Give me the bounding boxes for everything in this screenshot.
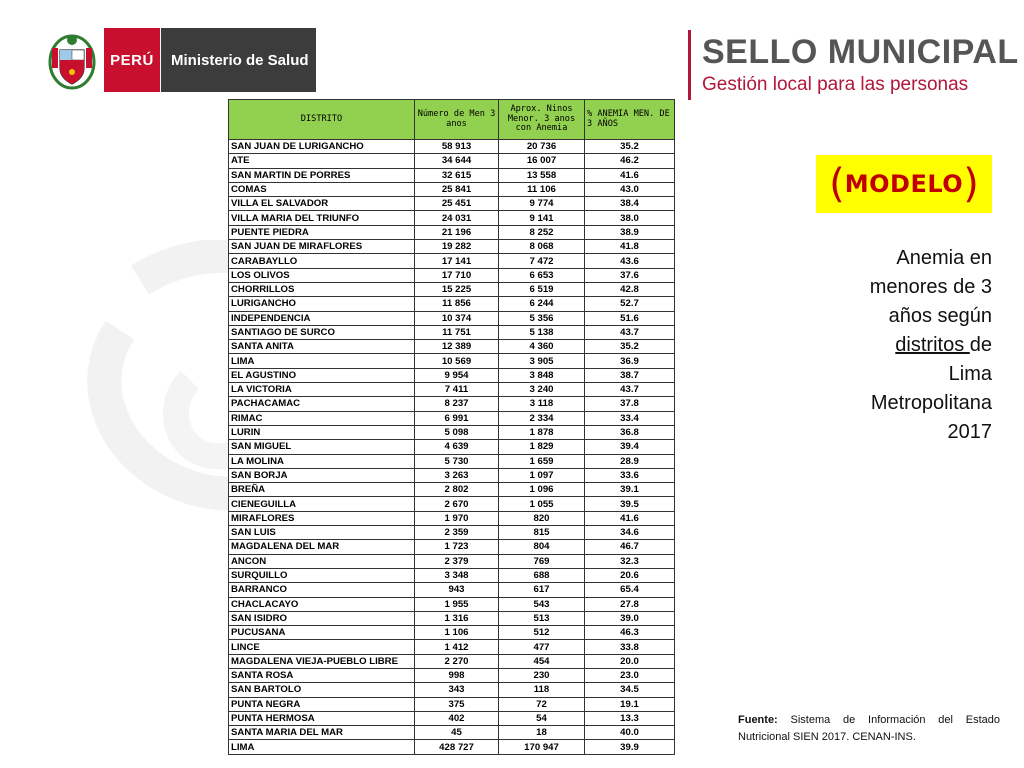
cell-numero: 25 841 [415,182,499,196]
cell-numero: 4 639 [415,440,499,454]
cell-anemia: 688 [499,568,585,582]
cell-anemia: 3 118 [499,397,585,411]
cell-distrito: CIENEGUILLA [229,497,415,511]
cell-porcentaje: 40.0 [585,726,675,740]
cell-distrito: SAN LUIS [229,526,415,540]
cell-distrito: LOS OLIVOS [229,268,415,282]
cell-numero: 1 970 [415,511,499,525]
cell-porcentaje: 13.3 [585,711,675,725]
cell-numero: 1 412 [415,640,499,654]
cell-distrito: VILLA EL SALVADOR [229,197,415,211]
cell-numero: 24 031 [415,211,499,225]
cell-distrito: LA MOLINA [229,454,415,468]
table-row [229,597,675,611]
cell-porcentaje: 38.4 [585,197,675,211]
cell-anemia: 5 356 [499,311,585,325]
cell-anemia: 1 096 [499,483,585,497]
cell-distrito: SAN BARTOLO [229,683,415,697]
cell-distrito: LURIGANCHO [229,297,415,311]
cell-distrito: CHACLACAYO [229,597,415,611]
cell-distrito: CHORRILLOS [229,282,415,296]
cell-numero: 10 569 [415,354,499,368]
cell-porcentaje: 38.7 [585,368,675,382]
cell-distrito: LURIN [229,425,415,439]
table-row [229,154,675,168]
cell-numero: 45 [415,726,499,740]
cell-anemia: 769 [499,554,585,568]
peru-coat-of-arms-icon [46,28,98,92]
desc-line: 2017 [947,421,992,443]
cell-anemia: 804 [499,540,585,554]
source-label: Fuente: [738,714,778,726]
cell-porcentaje: 27.8 [585,597,675,611]
cell-anemia: 7 472 [499,254,585,268]
cell-anemia: 477 [499,640,585,654]
cell-distrito: VILLA MARIA DEL TRIUNFO [229,211,415,225]
cell-distrito: SURQUILLO [229,568,415,582]
cell-anemia: 5 138 [499,325,585,339]
desc-line: Lima [948,363,992,385]
table-row [229,197,675,211]
cell-numero: 2 670 [415,497,499,511]
ministry-label: Ministerio de Salud [160,28,316,92]
badge-close-paren: ) [963,161,979,207]
table-row [229,568,675,582]
desc-underlined: distritos [895,334,970,356]
cell-porcentaje: 37.8 [585,397,675,411]
cell-numero: 11 856 [415,297,499,311]
cell-anemia: 13 558 [499,168,585,182]
cell-porcentaje: 32.3 [585,554,675,568]
cell-porcentaje: 46.3 [585,626,675,640]
cell-porcentaje: 33.6 [585,468,675,482]
cell-anemia: 3 240 [499,383,585,397]
cell-distrito: BREÑA [229,483,415,497]
desc-after: de [969,334,992,356]
table-row [229,311,675,325]
cell-distrito: SAN BORJA [229,468,415,482]
cell-distrito: PUNTA HERMOSA [229,711,415,725]
cell-numero: 5 098 [415,425,499,439]
cell-distrito: COMAS [229,182,415,196]
table-row [229,511,675,525]
cell-distrito: CARABAYLLO [229,254,415,268]
cell-numero: 10 374 [415,311,499,325]
cell-porcentaje: 39.0 [585,611,675,625]
cell-numero: 1 955 [415,597,499,611]
cell-anemia: 8 252 [499,225,585,239]
cell-anemia: 617 [499,583,585,597]
anemia-table [228,99,675,755]
cell-distrito: LA VICTORIA [229,383,415,397]
cell-anemia: 1 659 [499,454,585,468]
cell-porcentaje: 36.8 [585,425,675,439]
cell-distrito: SAN MARTIN DE PORRES [229,168,415,182]
cell-anemia: 4 360 [499,340,585,354]
table-row [229,254,675,268]
desc-line: Metropolitana [870,392,992,414]
table-row [229,425,675,439]
cell-anemia: 1 878 [499,425,585,439]
cell-porcentaje: 28.9 [585,454,675,468]
cell-anemia: 170 947 [499,740,585,754]
cell-numero: 3 263 [415,468,499,482]
cell-anemia: 454 [499,654,585,668]
cell-numero: 12 389 [415,340,499,354]
table-row [229,526,675,540]
cell-anemia: 11 106 [499,182,585,196]
desc-line: Anemia en [896,247,992,269]
cell-distrito: SANTIAGO DE SURCO [229,325,415,339]
cell-anemia: 3 905 [499,354,585,368]
sello-municipal-logo [688,30,1019,102]
table-row [229,668,675,682]
cell-numero: 11 751 [415,325,499,339]
table-row [229,540,675,554]
table-row [229,726,675,740]
cell-anemia: 118 [499,683,585,697]
cell-porcentaje: 39.4 [585,440,675,454]
sello-divider [688,30,691,100]
sello-subtitle: Gestión local para las personas [702,74,969,95]
badge-open-paren: ( [829,161,845,207]
table-row [229,297,675,311]
table-row [229,240,675,254]
cell-numero: 428 727 [415,740,499,754]
table-row [229,626,675,640]
cell-distrito: PUCUSANA [229,626,415,640]
modelo-badge [816,155,992,213]
table-row [229,411,675,425]
cell-numero: 3 348 [415,568,499,582]
table-row [229,368,675,382]
cell-distrito: ANCON [229,554,415,568]
cell-numero: 375 [415,697,499,711]
slide-description [800,244,992,447]
table-row [229,697,675,711]
cell-anemia: 20 736 [499,140,585,154]
badge-text: MODELO [844,170,964,198]
cell-numero: 5 730 [415,454,499,468]
table-row [229,282,675,296]
cell-distrito: LIMA [229,354,415,368]
cell-distrito: LIMA [229,740,415,754]
header-porcentaje: % ANEMIA MEN. DE 3 AÑOS [585,100,675,140]
desc-line: años según [888,305,992,327]
cell-anemia: 8 068 [499,240,585,254]
cell-numero: 998 [415,668,499,682]
table-row [229,640,675,654]
cell-anemia: 2 334 [499,411,585,425]
cell-anemia: 6 653 [499,268,585,282]
cell-porcentaje: 37.6 [585,268,675,282]
cell-anemia: 72 [499,697,585,711]
cell-anemia: 512 [499,626,585,640]
table-row [229,140,675,154]
table-row [229,654,675,668]
table-row [229,483,675,497]
cell-numero: 402 [415,711,499,725]
cell-distrito: SAN MIGUEL [229,440,415,454]
cell-numero: 1 316 [415,611,499,625]
header-aprox: Aprox. Ninos Menor. 3 anos con Anemia [499,100,585,140]
table-row [229,583,675,597]
table-row [229,383,675,397]
cell-anemia: 815 [499,526,585,540]
desc-line [800,331,992,360]
cell-numero: 34 644 [415,154,499,168]
header-numero: Número de Men 3 anos [415,100,499,140]
cell-porcentaje: 38.0 [585,211,675,225]
cell-distrito: PACHACAMAC [229,397,415,411]
cell-numero: 19 282 [415,240,499,254]
cell-numero: 9 954 [415,368,499,382]
cell-numero: 2 359 [415,526,499,540]
country-label: PERÚ [104,28,160,92]
cell-distrito: SAN ISIDRO [229,611,415,625]
cell-distrito: RIMAC [229,411,415,425]
cell-porcentaje: 41.6 [585,511,675,525]
cell-numero: 32 615 [415,168,499,182]
cell-anemia: 1 829 [499,440,585,454]
source-text: Sistema de Información del Estado Nutricional SIEN 2017. CENAN-INS. [738,714,1000,743]
table-row [229,268,675,282]
cell-porcentaje: 46.2 [585,154,675,168]
cell-anemia: 9 141 [499,211,585,225]
cell-anemia: 1 055 [499,497,585,511]
cell-numero: 6 991 [415,411,499,425]
cell-distrito: BARRANCO [229,583,415,597]
table-row [229,683,675,697]
cell-anemia: 18 [499,726,585,740]
cell-porcentaje: 20.6 [585,568,675,582]
cell-numero: 1 106 [415,626,499,640]
cell-porcentaje: 51.6 [585,311,675,325]
cell-anemia: 230 [499,668,585,682]
cell-porcentaje: 20.0 [585,654,675,668]
cell-anemia: 543 [499,597,585,611]
cell-distrito: ATE [229,154,415,168]
cell-distrito: LINCE [229,640,415,654]
cell-porcentaje: 34.6 [585,526,675,540]
table-row [229,554,675,568]
cell-numero: 21 196 [415,225,499,239]
cell-porcentaje: 65.4 [585,583,675,597]
table-row [229,325,675,339]
table-header-row [229,100,675,140]
cell-porcentaje: 43.7 [585,325,675,339]
table-row [229,168,675,182]
sello-title: SELLO MUNICIPAL [702,33,1019,71]
cell-distrito: SANTA ROSA [229,668,415,682]
cell-porcentaje: 46.7 [585,540,675,554]
cell-anemia: 6 244 [499,297,585,311]
cell-porcentaje: 35.2 [585,340,675,354]
cell-numero: 17 141 [415,254,499,268]
cell-distrito: SANTA MARIA DEL MAR [229,726,415,740]
cell-porcentaje: 42.8 [585,282,675,296]
cell-distrito: PUNTA NEGRA [229,697,415,711]
cell-porcentaje: 43.6 [585,254,675,268]
cell-porcentaje: 43.7 [585,383,675,397]
cell-distrito: SANTA ANITA [229,340,415,354]
cell-distrito: SAN JUAN DE LURIGANCHO [229,140,415,154]
table-row [229,468,675,482]
cell-anemia: 6 519 [499,282,585,296]
cell-numero: 2 379 [415,554,499,568]
cell-numero: 58 913 [415,140,499,154]
table-row [229,711,675,725]
cell-distrito: MAGDALENA DEL MAR [229,540,415,554]
table-row [229,611,675,625]
cell-numero: 15 225 [415,282,499,296]
cell-anemia: 1 097 [499,468,585,482]
cell-numero: 8 237 [415,397,499,411]
cell-porcentaje: 19.1 [585,697,675,711]
cell-porcentaje: 33.4 [585,411,675,425]
cell-porcentaje: 39.1 [585,483,675,497]
cell-anemia: 513 [499,611,585,625]
cell-distrito: INDEPENDENCIA [229,311,415,325]
table-row [229,454,675,468]
cell-distrito: PUENTE PIEDRA [229,225,415,239]
table-row [229,211,675,225]
cell-anemia: 3 848 [499,368,585,382]
table-row [229,354,675,368]
cell-distrito: MAGDALENA VIEJA-PUEBLO LIBRE [229,654,415,668]
table-row [229,397,675,411]
cell-anemia: 16 007 [499,154,585,168]
cell-porcentaje: 41.8 [585,240,675,254]
cell-porcentaje: 52.7 [585,297,675,311]
cell-numero: 17 710 [415,268,499,282]
table-row [229,440,675,454]
cell-numero: 943 [415,583,499,597]
cell-numero: 343 [415,683,499,697]
cell-numero: 25 451 [415,197,499,211]
cell-porcentaje: 33.8 [585,640,675,654]
cell-porcentaje: 38.9 [585,225,675,239]
cell-porcentaje: 36.9 [585,354,675,368]
table-row [229,225,675,239]
cell-numero: 7 411 [415,383,499,397]
cell-numero: 1 723 [415,540,499,554]
cell-porcentaje: 35.2 [585,140,675,154]
cell-distrito: EL AGUSTINO [229,368,415,382]
table-row [229,340,675,354]
cell-porcentaje: 23.0 [585,668,675,682]
cell-distrito: SAN JUAN DE MIRAFLORES [229,240,415,254]
cell-distrito: MIRAFLORES [229,511,415,525]
cell-porcentaje: 43.0 [585,182,675,196]
cell-anemia: 820 [499,511,585,525]
source-note [738,712,1000,746]
cell-porcentaje: 39.9 [585,740,675,754]
cell-numero: 2 802 [415,483,499,497]
cell-porcentaje: 34.5 [585,683,675,697]
cell-anemia: 9 774 [499,197,585,211]
cell-numero: 2 270 [415,654,499,668]
table-total-row [229,740,675,754]
cell-porcentaje: 41.6 [585,168,675,182]
header-distrito: DISTRITO [229,100,415,140]
desc-line: menores de 3 [869,276,992,298]
cell-anemia: 54 [499,711,585,725]
ministry-logo [46,28,316,92]
cell-porcentaje: 39.5 [585,497,675,511]
table-row [229,182,675,196]
table-row [229,497,675,511]
